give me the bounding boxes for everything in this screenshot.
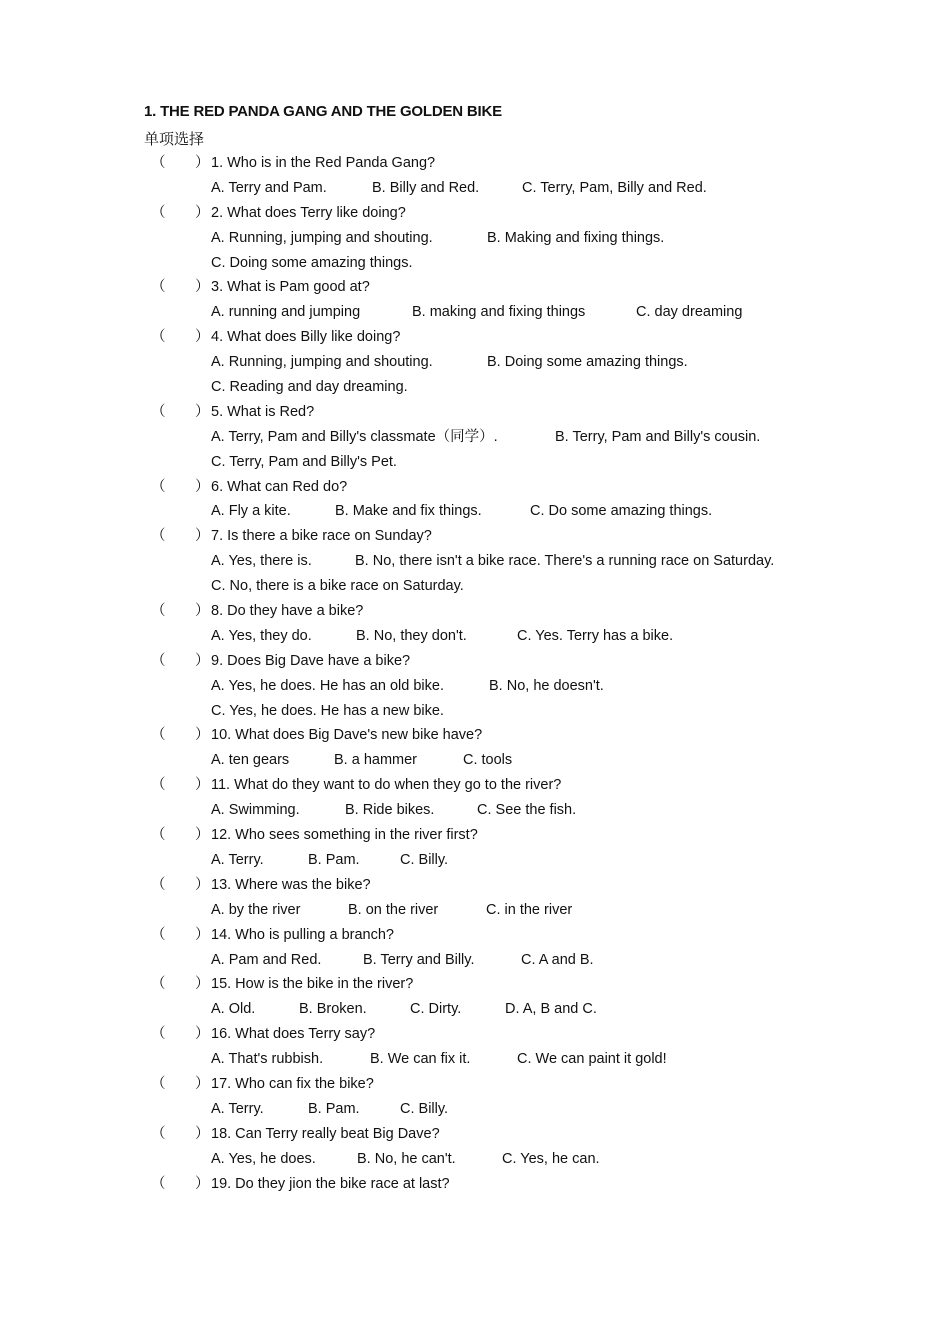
answer-blank-open: （ bbox=[151, 329, 166, 346]
answer-option: B. Ride bikes. bbox=[345, 802, 435, 819]
question-line bbox=[0, 400, 950, 425]
answer-option: C. See the fish. bbox=[477, 802, 577, 819]
answer-option: A. Terry. bbox=[211, 851, 264, 868]
answer-option: B. No, he doesn't. bbox=[489, 677, 604, 694]
answer-option: D. A, B and C. bbox=[505, 1001, 597, 1018]
question-line bbox=[0, 1072, 950, 1097]
options-line bbox=[0, 574, 950, 599]
answer-option: B. Doing some amazing things. bbox=[487, 354, 688, 371]
question-line bbox=[0, 1022, 950, 1047]
question-line bbox=[0, 923, 950, 948]
answer-option: A. Terry and Pam. bbox=[211, 179, 327, 196]
options-line bbox=[0, 176, 950, 201]
answer-option: B. a hammer bbox=[334, 752, 417, 769]
answer-option: A. Pam and Red. bbox=[211, 951, 322, 968]
question-line bbox=[0, 823, 950, 848]
options-line bbox=[0, 898, 950, 923]
answer-option: C. Dirty. bbox=[410, 1001, 462, 1018]
answer-option: B. We can fix it. bbox=[370, 1051, 471, 1068]
answer-blank-open: （ bbox=[151, 478, 166, 495]
answer-option: B. No, he can't. bbox=[357, 1150, 456, 1167]
options-line bbox=[0, 375, 950, 400]
question-text: 2. What does Terry like doing? bbox=[211, 204, 406, 221]
question-list bbox=[0, 151, 950, 1196]
answer-option: C. Terry, Pam, Billy and Red. bbox=[522, 179, 707, 196]
answer-option: C. Yes, he can. bbox=[502, 1150, 600, 1167]
answer-blank-open: （ bbox=[151, 827, 166, 844]
answer-option: C. in the river bbox=[486, 901, 573, 918]
options-line bbox=[0, 798, 950, 823]
worksheet-title: 1. THE RED PANDA GANG AND THE GOLDEN BIKE bbox=[144, 103, 502, 120]
answer-blank-close: ） bbox=[195, 827, 210, 844]
answer-blank-open: （ bbox=[151, 204, 166, 221]
answer-blank-open: （ bbox=[151, 876, 166, 893]
options-line bbox=[0, 948, 950, 973]
options-line bbox=[0, 748, 950, 773]
question-text: 15. How is the bike in the river? bbox=[211, 976, 414, 993]
answer-blank-close: ） bbox=[195, 1026, 210, 1043]
answer-blank-close: ） bbox=[195, 1075, 210, 1092]
question-text: 14. Who is pulling a branch? bbox=[211, 926, 394, 943]
answer-option: C. Terry, Pam and Billy's Pet. bbox=[211, 453, 397, 470]
answer-blank-open: （ bbox=[151, 727, 166, 744]
answer-blank-open: （ bbox=[151, 155, 166, 171]
answer-blank-close: ） bbox=[195, 727, 210, 744]
question-line bbox=[0, 599, 950, 624]
answer-blank-close: ） bbox=[195, 976, 210, 993]
answer-blank-open: （ bbox=[151, 1125, 166, 1142]
answer-option: C. Billy. bbox=[400, 1100, 449, 1117]
question-line bbox=[0, 723, 950, 748]
question-text: 16. What does Terry say? bbox=[211, 1026, 376, 1043]
question-text: 3. What is Pam good at? bbox=[211, 279, 370, 296]
answer-option: B. on the river bbox=[348, 901, 439, 918]
question-text: 18. Can Terry really beat Big Dave? bbox=[211, 1125, 440, 1142]
answer-option: C. Doing some amazing things. bbox=[211, 254, 413, 271]
answer-option: B. Billy and Red. bbox=[372, 179, 480, 196]
question-text: 13. Where was the bike? bbox=[211, 876, 371, 893]
answer-blank-open: （ bbox=[151, 403, 166, 420]
answer-blank-close: ） bbox=[195, 652, 210, 669]
question-text: 17. Who can fix the bike? bbox=[211, 1075, 374, 1092]
answer-option: A. Yes, he does. He has an old bike. bbox=[211, 677, 444, 694]
question-text: 10. What does Big Dave's new bike have? bbox=[211, 727, 483, 744]
answer-blank-open: （ bbox=[151, 1075, 166, 1092]
question-text: 6. What can Red do? bbox=[211, 478, 348, 495]
question-line bbox=[0, 873, 950, 898]
answer-blank-close: ） bbox=[195, 478, 210, 495]
options-line bbox=[0, 499, 950, 524]
answer-option: A. Yes, there is. bbox=[211, 553, 312, 570]
question-line bbox=[0, 524, 950, 549]
answer-option: B. No, there isn't a bike race. There's a running race on Saturday. bbox=[355, 553, 775, 570]
answer-blank-open: （ bbox=[151, 279, 166, 296]
answer-option: B. No, they don't. bbox=[356, 627, 467, 644]
answer-blank-open: （ bbox=[151, 603, 166, 620]
answer-option: C. No, there is a bike race on Saturday. bbox=[211, 578, 464, 595]
answer-option: A. Running, jumping and shouting. bbox=[211, 229, 433, 246]
answer-option: A. Running, jumping and shouting. bbox=[211, 354, 433, 371]
answer-option: A. Terry. bbox=[211, 1100, 264, 1117]
answer-option: A. ten gears bbox=[211, 752, 290, 769]
answer-option: A. Yes, he does. bbox=[211, 1150, 316, 1167]
answer-blank-close: ） bbox=[195, 329, 210, 346]
answer-option: B. Pam. bbox=[308, 851, 360, 868]
question-text: 4. What does Billy like doing? bbox=[211, 329, 401, 346]
answer-blank-open: （ bbox=[151, 528, 166, 545]
answer-option: A. Old. bbox=[211, 1001, 256, 1018]
answer-blank-close: ） bbox=[195, 204, 210, 221]
answer-option: A. Terry, Pam and Billy's classmate（同学）. bbox=[211, 428, 498, 445]
answer-option: C. We can paint it gold! bbox=[517, 1051, 667, 1068]
answer-blank-open: （ bbox=[151, 777, 166, 794]
question-line bbox=[0, 649, 950, 674]
section-heading: 单项选择 bbox=[144, 130, 205, 148]
options-line bbox=[0, 1097, 950, 1122]
question-line bbox=[0, 151, 950, 176]
options-line bbox=[0, 450, 950, 475]
answer-blank-close: ） bbox=[195, 403, 210, 420]
answer-option: B. Make and fix things. bbox=[335, 503, 482, 520]
answer-option: A. by the river bbox=[211, 901, 301, 918]
question-text: 11. What do they want to do when they go to the river? bbox=[211, 777, 562, 794]
answer-option: B. Pam. bbox=[308, 1100, 360, 1117]
question-text: 5. What is Red? bbox=[211, 403, 315, 420]
answer-blank-open: （ bbox=[151, 976, 166, 993]
answer-blank-open: （ bbox=[151, 1026, 166, 1043]
answer-option: A. That's rubbish. bbox=[211, 1051, 324, 1068]
question-text: 19. Do they jion the bike race at last? bbox=[211, 1175, 450, 1192]
answer-blank-close: ） bbox=[195, 603, 210, 620]
answer-option: A. Fly a kite. bbox=[211, 503, 291, 520]
answer-option: B. Broken. bbox=[299, 1001, 367, 1018]
options-line bbox=[0, 699, 950, 724]
answer-blank-open: （ bbox=[151, 1175, 166, 1192]
question-text: 7. Is there a bike race on Sunday? bbox=[211, 528, 432, 545]
question-line bbox=[0, 972, 950, 997]
answer-blank-close: ） bbox=[195, 876, 210, 893]
answer-blank-close: ） bbox=[195, 777, 210, 794]
question-text: 12. Who sees something in the river first? bbox=[211, 827, 478, 844]
options-line bbox=[0, 624, 950, 649]
answer-option: C. Reading and day dreaming. bbox=[211, 379, 408, 396]
answer-blank-open: （ bbox=[151, 652, 166, 669]
question-text: 8. Do they have a bike? bbox=[211, 603, 364, 620]
answer-option: A. Yes, they do. bbox=[211, 627, 312, 644]
answer-option: C. Do some amazing things. bbox=[530, 503, 713, 520]
options-line bbox=[0, 1147, 950, 1172]
answer-option: B. making and fixing things bbox=[412, 304, 586, 321]
options-line bbox=[0, 997, 950, 1022]
answer-option: C. tools bbox=[463, 752, 513, 769]
answer-option: C. A and B. bbox=[521, 951, 594, 968]
options-line bbox=[0, 425, 950, 450]
question-line bbox=[0, 1122, 950, 1147]
question-text: 9. Does Big Dave have a bike? bbox=[211, 652, 411, 669]
answer-option: A. running and jumping bbox=[211, 304, 361, 321]
answer-option: B. Terry and Billy. bbox=[363, 951, 475, 968]
question-line bbox=[0, 773, 950, 798]
options-line bbox=[0, 848, 950, 873]
answer-option: C. Yes. Terry has a bike. bbox=[517, 627, 674, 644]
options-line bbox=[0, 549, 950, 574]
question-text: 1. Who is in the Red Panda Gang? bbox=[211, 155, 436, 171]
answer-blank-close: ） bbox=[195, 926, 210, 943]
options-line bbox=[0, 350, 950, 375]
answer-blank-open: （ bbox=[151, 926, 166, 943]
question-line bbox=[0, 325, 950, 350]
answer-option: B. Making and fixing things. bbox=[487, 229, 665, 246]
options-line bbox=[0, 674, 950, 699]
answer-blank-close: ） bbox=[195, 528, 210, 545]
options-line bbox=[0, 251, 950, 276]
question-line bbox=[0, 475, 950, 500]
answer-option: A. Swimming. bbox=[211, 802, 300, 819]
answer-blank-close: ） bbox=[195, 155, 210, 171]
answer-blank-close: ） bbox=[195, 279, 210, 296]
question-line bbox=[0, 1172, 950, 1197]
question-line bbox=[0, 201, 950, 226]
question-line bbox=[0, 275, 950, 300]
answer-option: C. Yes, he does. He has a new bike. bbox=[211, 702, 444, 719]
options-line bbox=[0, 300, 950, 325]
answer-blank-close: ） bbox=[195, 1175, 210, 1192]
answer-option: B. Terry, Pam and Billy's cousin. bbox=[555, 428, 761, 445]
options-line bbox=[0, 226, 950, 251]
options-line bbox=[0, 1047, 950, 1072]
answer-option: C. day dreaming bbox=[636, 304, 743, 321]
answer-blank-close: ） bbox=[195, 1125, 210, 1142]
answer-option: C. Billy. bbox=[400, 851, 449, 868]
